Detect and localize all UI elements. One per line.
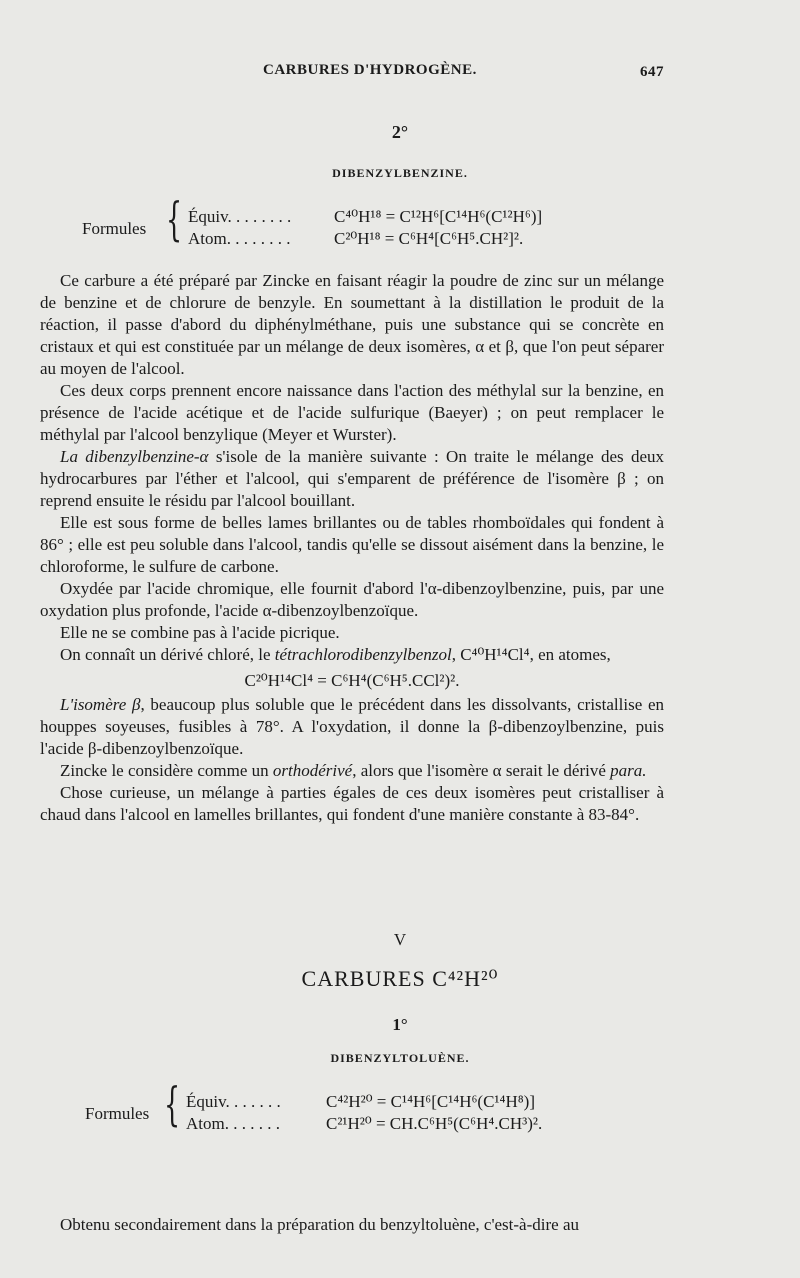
brace-glyph: { [164, 1077, 181, 1131]
paragraph: Ces deux corps prennent encore naissance dans l'action des méthylal sur la benzine, en présence de l'acide acétique et de l'acide sulfurique (Baeyer) ; on peut remplacer le méthylal par l'alcool benzylique (Meyer et Wurster). [40, 381, 664, 444]
italic-term: L'isomère β [60, 695, 141, 714]
atom-label: Atom. . . . . . . . [188, 229, 291, 248]
formula-label: Formules [85, 1104, 150, 1123]
paragraph: L'isomère β, beaucoup plus soluble que le précédent dans les dissolvants, cristallise en houppes soyeuses, fusibles à 78°. A l'oxydation, il donne la β-dibenzoylbenzine, puis l'acide β-dibenzoylbenzoïque. [40, 695, 665, 758]
page-number: 647 [640, 64, 664, 80]
paragraph: Zincke le considère comme un orthodérivé, alors que l'isomère α serait le dérivé para. [60, 761, 647, 780]
italic-term: tétrachlorodibenzylbenzol [274, 645, 452, 664]
section-title: DIBENZYLBENZINE. [332, 166, 468, 180]
closing-line: Obtenu secondairement dans la préparation du benzyltoluène, c'est-à-dire au [60, 1215, 579, 1234]
equiv-label: Équiv. . . . . . . . [188, 207, 292, 226]
equiv-formula: C⁴⁰H¹⁸ = C¹²H⁶[C¹⁴H⁶(C¹²H⁶)] [334, 207, 543, 226]
italic-term: para. [610, 761, 647, 780]
italic-term: orthodérivé [272, 761, 353, 780]
subsection-title: DIBENZYLTOLUÈNE. [330, 1051, 470, 1065]
body-text [40, 270, 664, 826]
centered-formula: C²⁰H¹⁴Cl⁴ = C⁶H⁴(C⁶H⁵.CCl²)². [244, 671, 460, 690]
running-title: CARBURES D'HYDROGÈNE. [263, 62, 477, 78]
paragraph: Oxydée par l'acide chromique, elle fournit d'abord l'α-dibenzoylbenzine, puis, par une oxydation plus profonde, l'acide α-dibenzoylbenzoïque. [40, 579, 664, 620]
italic-term: La dibenzylbenzine-α [60, 447, 209, 466]
paragraph: On connaît un dérivé chloré, le tétrachlorodibenzylbenzol, C⁴⁰H¹⁴Cl⁴, en atomes, [60, 645, 611, 664]
atom-formula: C²¹H²⁰ = CH.C⁶H⁵(C⁶H⁴.CH³)². [326, 1114, 543, 1133]
paragraph: Chose curieuse, un mélange à parties égales de ces deux isomères peut cristalliser à chaud dans l'alcool en lamelles brillantes, qui fondent d'une manière constante à 83-84°. [40, 783, 664, 824]
paragraph: La dibenzylbenzine-α s'isole de la manière suivante : On traite le mélange des deux hydrocarbures par l'éther et l'alcool, qui s'emparent de préférence de l'isomère β ; on reprend ensuite le résidu par l'alcool bouillant. [40, 447, 665, 510]
paragraph: Elle ne se combine pas à l'acide picrique. [60, 623, 340, 642]
equiv-label: Équiv. . . . . . . [186, 1092, 281, 1111]
roman-section: V [393, 930, 407, 949]
subsection-number: 1° [392, 1015, 408, 1034]
section-number: 2° [391, 122, 409, 142]
chapter-title: CARBURES C⁴²H²⁰ [301, 966, 499, 991]
paragraph: Elle est sous forme de belles lames brillantes ou de tables rhomboïdales qui fondent à 86° ; elle est peu soluble dans l'alcool, tandis qu'elle se dissout aisément dans la benzine, le chloroforme, le sulfure de carbone. [40, 513, 664, 576]
formula-label: Formules [82, 219, 147, 238]
atom-formula: C²⁰H¹⁸ = C⁶H⁴[C⁶H⁵.CH²]². [334, 229, 524, 248]
equiv-formula: C⁴²H²⁰ = C¹⁴H⁶[C¹⁴H⁶(C¹⁴H⁸)] [326, 1092, 535, 1111]
paragraph: Ce carbure a été préparé par Zincke en faisant réagir la poudre de zinc sur un mélange de benzine et de chlorure de benzyle. En soumettant à la distillation le produit de la réaction, il passe d'abord du diphénylméthane, puis une substance qui se concrète en cristaux et qui est constituée par un mélange de deux isomères, α et β, que l'on peut séparer au moyen de l'alcool. [40, 271, 664, 378]
atom-label: Atom. . . . . . . [186, 1114, 280, 1133]
brace-glyph: { [166, 192, 183, 246]
